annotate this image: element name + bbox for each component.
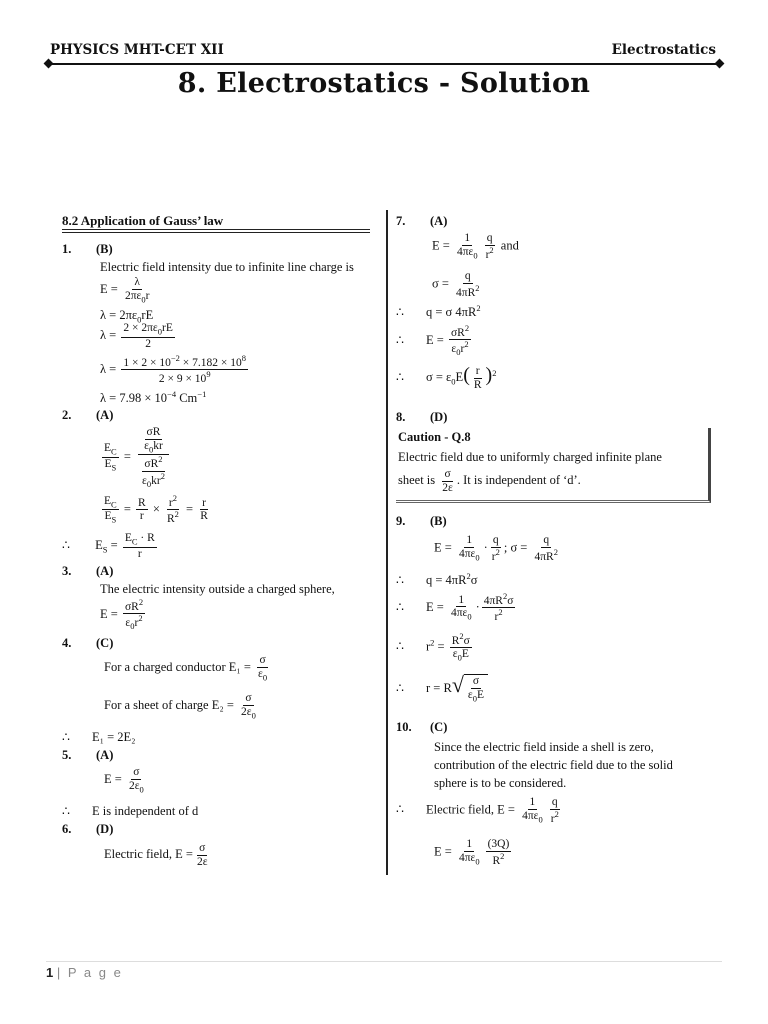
q1-eq2: $\lambda = 2\pi\varepsilon_0rE$ [100,308,154,325]
q5-text: ∴ E is independent of d [62,804,199,818]
q10-eq2: E = $\frac{1}{4\pi\varepsilon_0}$ $\frac{(3Q)}{R^2}$ [434,838,510,867]
q7-eq2: σ = $\frac{q}{4\pi R^2}$ [432,270,480,299]
q2-heading: 2. (A) [62,408,114,422]
q10-line2: contribution of the electric field due to the solid [434,758,673,772]
q1-eq1: E = $\frac{\lambda}{2\pi\varepsilon_0r}$ [100,276,150,304]
q7-eq1: E = $\frac{1}{4\pi\varepsilon_0}$ $\frac{q}{r^2}$ and [432,232,519,261]
q9-eq2: ∴ $q = 4\pi R^2\sigma$ [396,571,478,588]
q1-heading: 1. (B) [62,242,113,256]
q10-eq1: ∴ Electric field, E = $\frac{1}{4\pi\varepsilon_0}$ $\frac{q}{r^2}$ [396,796,559,825]
q5-heading: 5. (A) [62,748,114,762]
caution-title: Caution - Q.8 [398,430,471,444]
section-rule [62,229,370,233]
q4-conductor: For a charged conductor E₁ = $\frac{\sigma}{\varepsilon_0}$ [104,654,268,682]
q2-result: ∴ $E_S$ = $\frac{E_C \cdot R}{r}$ [62,532,155,560]
caution-line2: sheet is $\frac{\sigma}{2\varepsilon}$ . It is independent of ‘d’. [398,468,581,494]
q10-line1: Since the electric field inside a shell is zero, [434,740,654,754]
q4-heading: 4. (C) [62,636,114,650]
q7-eq3: ∴ q = σ $4\pi R^2$ [396,303,481,320]
q10-heading: 10. (C) [396,720,448,734]
q9-heading: 9. (B) [396,514,447,528]
q8-heading: 8. (D) [396,410,448,424]
q1-eq4: λ = $\frac{1 \times 2 \times 10^{-2} \times 7.182 \times 10^8}{2 \times 9 \times 10^9}$ [100,353,247,386]
caution-line1: Electric field due to uniformly charged infinite plane [398,450,662,464]
header-chapter: Electrostatics [611,42,716,58]
q9-result: ∴ r = R√ $\frac{\sigma}{\varepsilon_0E}$ [396,672,488,703]
q10-line3: sphere is to be considered. [434,776,567,790]
q4-sheet: For a sheet of charge E₂ = $\frac{\sigma}{2\varepsilon_0}$ [104,692,256,720]
q1-result: $\lambda = 7.98 \times 10^{-4}$ $Cm^{-1}$ [100,389,207,406]
q6-eq: Electric field, E = $\frac{\sigma}{2\varepsilon}$ [104,842,208,868]
page-title: 8. Electrostatics - Solution [177,68,591,99]
header-rule [48,63,720,65]
header-subject: PHYSICS MHT-CET XII [50,42,224,58]
q3-text: The electric intensity outside a charged sphere, [100,582,335,596]
page-footer: 1 | P a g e [46,965,123,980]
footer-rule [46,961,722,962]
q5-eq: E = $\frac{\sigma}{2\varepsilon_0}$ [104,766,144,794]
q9-eq1: E = $\frac{1}{4\pi\varepsilon_0}$ · $\frac{q}{r^2}$ ; σ = $\frac{q}{4\pi R^2}$ [434,534,558,563]
q2-eq2: $\frac{E_C}{E_S}$ = $\frac{R}{r}$ × $\frac{r^2}{R^2}$ = $\frac{r}{R}$ [104,493,208,526]
q7-heading: 7. (A) [396,214,448,228]
section-heading: 8.2 Application of Gauss’ law [62,213,224,228]
column-divider [386,210,388,875]
q9-eq3: ∴ E = $\frac{1}{4\pi\varepsilon_0}$ · $\frac{4\pi R^2\sigma}{r^2}$ [396,591,514,624]
q6-heading: 6. (D) [62,822,114,836]
q4-result: ∴ E₁ = 2E₂ [62,730,136,744]
q7-result: ∴ $\sigma = \varepsilon_0E$( $\frac{r}{R}$ )$^2$ [396,364,497,391]
q2-eq1: $\frac{E_C}{E_S}$ = $\frac{\frac{\sigma R}{\varepsilon_0kr}}{\frac{\sigma R^2}{\varepsilon_0kr^2}}$ [100,426,173,489]
q9-eq4: ∴ $r^2$ = $\frac{R^2\sigma}{\varepsilon_0E}$ [396,631,470,663]
q3-heading: 3. (A) [62,564,114,578]
q1-eq3: λ = $\frac{2 \times 2\pi\varepsilon_0rE}{2}$ [100,322,173,350]
q1-text: Electric field intensity due to infinite line charge is [100,260,354,274]
q7-eq4: ∴ E = $\frac{\sigma R^2}{\varepsilon_0r^2}$ [396,323,470,358]
q3-eq: E = $\frac{\sigma R^2}{\varepsilon_0r^2}$ [100,597,144,632]
